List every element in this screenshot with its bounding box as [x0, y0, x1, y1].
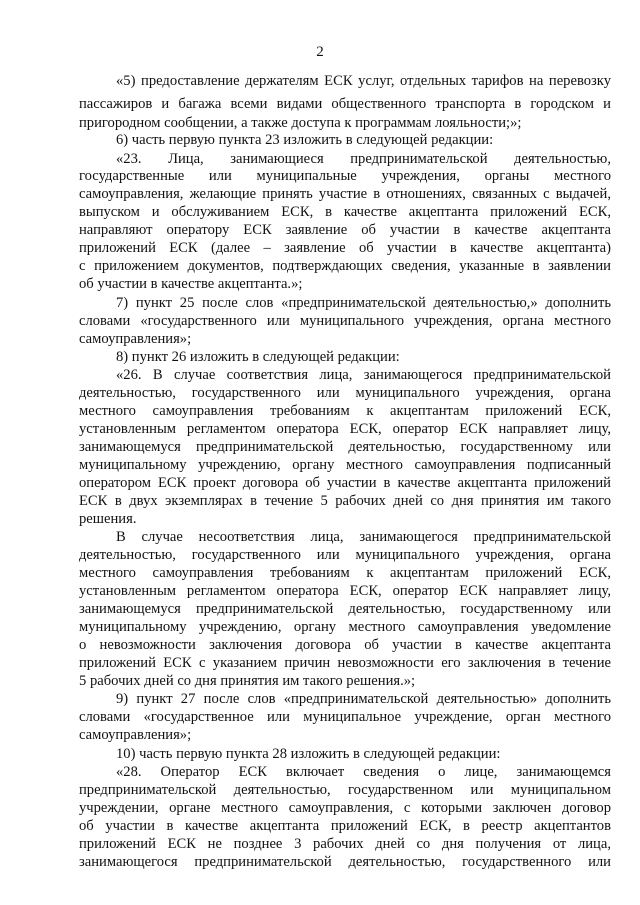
text-line: решения. — [79, 511, 137, 527]
text-line: самоуправления»; — [79, 331, 192, 347]
text-line: об участии в качестве акцептанта.»; — [79, 276, 303, 292]
text-line: ЕСК в двух экземплярах в течение 5 рабочих дней со дня принятия им такого — [79, 493, 611, 509]
text-line: местного самоуправления требованиям к акцептантам приложений ЕСК, — [79, 403, 611, 419]
text-line: В случае несоответствия лица, занимающегося предпринимательской — [116, 529, 611, 545]
text-line: предпринимательской деятельностью, государственном или муниципальном — [79, 782, 611, 798]
text-line: выпуском и обслуживанием ЕСК, в качестве акцептанта приложений ЕСК, — [79, 204, 611, 220]
text-line: «26. В случае соответствия лица, занимающегося предпринимательской — [116, 367, 611, 383]
page-number: 2 — [316, 44, 324, 60]
text-line: муниципальному учреждению, органу местного самоуправления подписанный — [79, 457, 611, 473]
text-line: 9) пункт 27 после слов «предпринимательской деятельностью» дополнить — [116, 691, 611, 707]
text-line: 8) пункт 26 изложить в следующей редакции: — [116, 349, 400, 365]
text-line: словами «государственного или муниципального учреждения, органа местного — [79, 313, 611, 329]
text-line: самоуправления, желающие принять участие в отношениях, связанных с выдачей, — [79, 186, 611, 202]
text-line: занимающегося предпринимательской деятельностью, государственного или — [79, 854, 611, 870]
text-line: «23. Лица, занимающиеся предпринимательской деятельностью, — [116, 151, 611, 167]
text-line: установленным регламентом оператора ЕСК, оператор ЕСК направляет лицу, — [79, 583, 611, 599]
text-line: деятельностью, государственного или муниципального учреждения, органа — [79, 385, 611, 401]
text-line: «5) предоставление держателям ЕСК услуг, отдельных тарифов на перевозку — [116, 73, 611, 89]
text-line: местного самоуправления требованиям к акцептантам приложений ЕСК, — [79, 565, 611, 581]
text-line: 10) часть первую пункта 28 изложить в следующей редакции: — [116, 746, 501, 762]
text-line: словами «государственное или муниципальное учреждение, орган местного — [79, 709, 611, 725]
text-line: 7) пункт 25 после слов «предпринимательской деятельностью,» дополнить — [116, 295, 611, 311]
text-line: приложений ЕСК (далее – заявление об участии в качестве акцептанта) — [79, 240, 611, 256]
text-line: пригородном сообщении, а также доступа к программам лояльности;»; — [79, 115, 522, 131]
text-line: приложений ЕСК с указанием причин невозможности его заключения в течение — [79, 655, 611, 671]
text-line: 6) часть первую пункта 23 изложить в следующей редакции: — [116, 132, 494, 148]
text-line: об участии в качестве акцептанта приложений ЕСК, в реестр акцептантов — [79, 818, 611, 834]
text-line: установленным регламентом оператора ЕСК, оператор ЕСК направляет лицу, — [79, 421, 611, 437]
text-line: 5 рабочих дней со дня принятия им такого решения.»; — [79, 673, 416, 689]
text-line: деятельностью, государственного или муниципального учреждения, органа — [79, 547, 611, 563]
text-line: о невозможности заключения договора об участии в качестве акцептанта — [79, 637, 611, 653]
text-line: учреждении, органе местного самоуправления, с которыми заключен договор — [79, 800, 611, 816]
text-line: самоуправления»; — [79, 727, 192, 743]
text-line: направляют оператору ЕСК заявление об участии в качестве акцептанта — [79, 222, 611, 238]
text-line: занимающемуся предпринимательской деятельностью, государственному или — [79, 439, 611, 455]
text-line: занимающемуся предпринимательской деятельностью, государственному или — [79, 601, 611, 617]
text-line: пассажиров и багажа всеми видами общественного транспорта в городском и — [79, 96, 611, 112]
text-line: оператором ЕСК проект договора об участии в качестве акцептанта приложений — [79, 475, 611, 491]
text-line: «28. Оператор ЕСК включает сведения о лице, занимающемся — [116, 764, 611, 780]
text-line: государственные или муниципальные учреждения, органы местного — [79, 168, 611, 184]
text-line: муниципальному учреждению, органу местного самоуправления уведомление — [79, 619, 611, 635]
text-line: с приложением документов, подтверждающих сведения, указанные в заявлении — [79, 258, 611, 274]
text-line: приложений ЕСК не позднее 3 рабочих дней со дня получения от лица, — [79, 836, 611, 852]
